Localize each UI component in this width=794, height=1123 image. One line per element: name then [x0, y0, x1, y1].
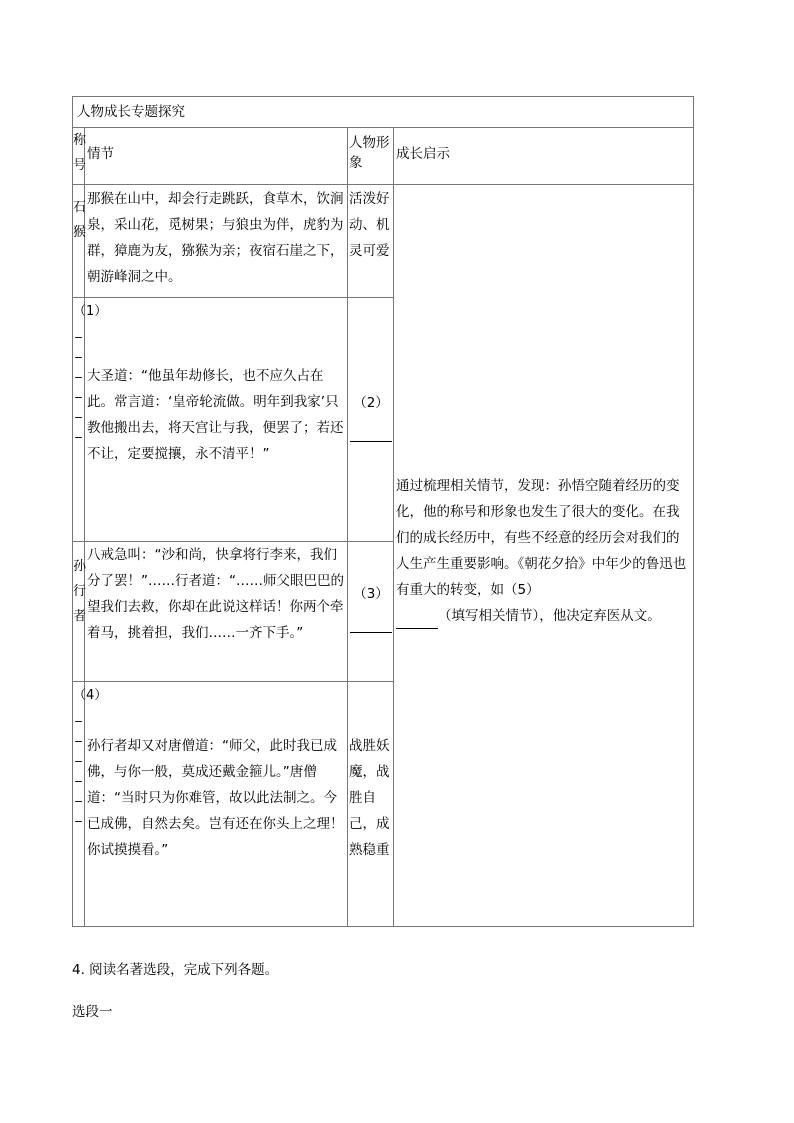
row4-title-blank: （4）______: [73, 688, 108, 823]
answer-blank-5[interactable]: [396, 614, 438, 629]
row4-image: 战胜妖魔，战胜自己，成熟稳重: [349, 738, 390, 858]
row-divider: [73, 297, 393, 298]
header-col-plot: 情节: [87, 146, 114, 162]
insight-tail: （填写相关情节），他决定弃医从文。: [438, 608, 661, 624]
row2-plot: 大圣道：“他虽年劫修长，也不应久占在此。常言道：‘皇帝轮流做。明年到我家’只教他搬出去，将天宫让与我，便罢了；若还不让，定要搅攘，永不清平！”: [87, 368, 344, 462]
row3-title: 孙行者: [73, 559, 87, 624]
section-label: 选段一: [72, 1004, 113, 1020]
growth-study-table: [72, 96, 694, 927]
row-divider: [73, 681, 393, 682]
col-divider: [347, 127, 348, 927]
header-col-insight: 成长启示: [396, 146, 450, 162]
row1-title: 石猴: [73, 200, 87, 240]
table-title: 人物成长专题探究: [77, 104, 185, 120]
row2-image-blank: [349, 390, 393, 442]
header-col-image: 人物形象: [349, 135, 390, 171]
answer-blank-3[interactable]: [350, 618, 392, 633]
row2-image-label: （2）: [353, 395, 389, 411]
row4-plot: 孙行者却又对唐僧道：“师父，此时我已成佛，与你一般，莫成还戴金箍儿。”唐僧道：“当时只为你难管，故以此法制之。今已成佛，自然去矣。岂有还在你头上之理！你试摸摸看。”: [87, 738, 344, 858]
row3-plot: 八戒急叫：“沙和尚，快拿将行李来，我们分了罢！”……行者道：“……师父眼巴巴的望我们去救，你却在此说这样话！你两个牵着马，挑着担，我们……一齐下手。”: [87, 547, 344, 641]
row1-plot: 那猴在山中，却会行走跳跃，食草木，饮涧泉，采山花，觅树果；与狼虫为伴，虎豹为群，獐鹿为友，猕猴为亲；夜宿石崖之下，朝游峰洞之中。: [87, 191, 344, 285]
insight-cell: [396, 473, 692, 629]
row3-image-label: （3）: [353, 586, 389, 602]
col-divider: [393, 127, 394, 927]
row3-image-blank: [349, 581, 393, 633]
row-divider: [73, 184, 693, 185]
col-divider: [84, 127, 85, 927]
header-col-title: 称号: [73, 133, 87, 173]
insight-text: 通过梳理相关情节，发现：孙悟空随着经历的变化，他的称号和形象也发生了很大的变化。在我们的成长经历中，有些不经意的经历会对我们的人生产生重要影响。《朝花夕拾》中年少的鲁迅也有重大的转变，如（5）: [396, 478, 687, 598]
answer-blank-2[interactable]: [350, 427, 392, 442]
row2-title-blank: （1）______: [73, 304, 108, 439]
row1-image: 活泼好动、机灵可爱: [349, 191, 390, 259]
question-heading: 4. 阅读名著选段，完成下列各题。: [72, 962, 279, 978]
